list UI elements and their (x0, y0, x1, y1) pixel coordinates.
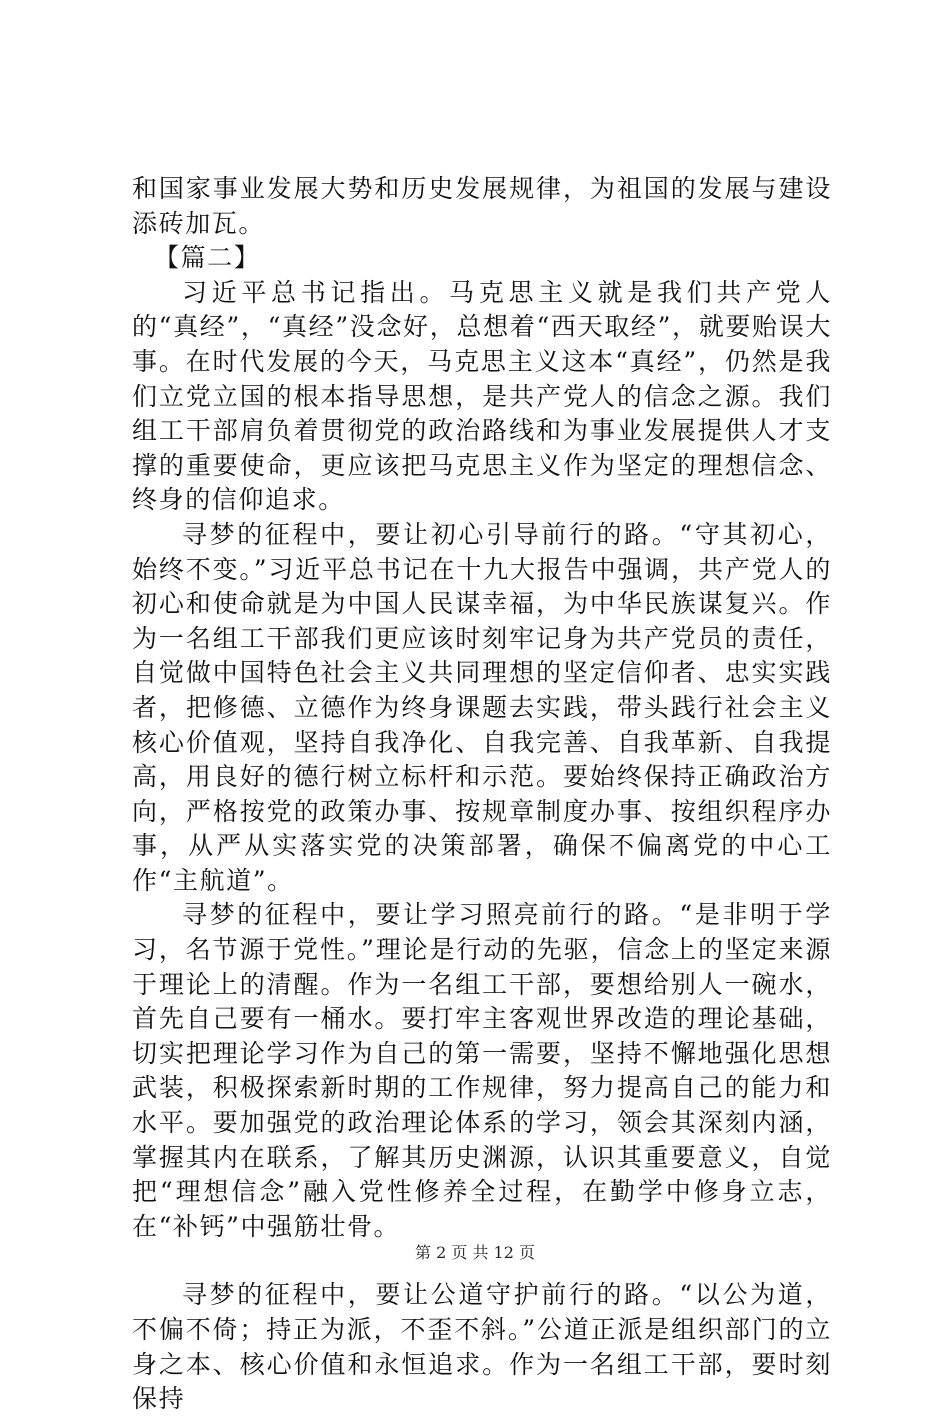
paragraph: 寻梦的征程中，要让公道守护前行的路。“以公为道，不偏不倚；持正为派，不歪不斜。”公道正派是组织部门的立身之本、核心价值和永恒追求。作为一名组工干部，要时刻保持 (132, 1280, 832, 1414)
page-footer: 第 2 页 共 12 页 (415, 1243, 535, 1262)
document-body (132, 172, 832, 1417)
paragraph: 习近平总书记指出。马克思主义就是我们共产党人的“真经”，“真经”没念好，总想着“西天取经”，就要贻误大事。在时代发展的今天，马克思主义这本“真经”，仍然是我们立党立国的根本指导思想，是共产党人的信念之源。我们组工干部肩负着贯彻党的政治路线和为事业发展提供人才支撑的重要使命，更应该把马克思主义作为坚定的理想信念、终身的信仰追求。 (132, 277, 832, 515)
paragraph: 寻梦的征程中，要让初心引导前行的路。“守其初心，始终不变。”习近平总书记在十九大报告中强调，共产党人的初心和使命就是为中国人民谋幸福，为中华民族谋复兴。作为一名组工干部我们更应该时刻牢记身为共产党员的责任，自觉做中国特色社会主义共同理想的坚定信仰者、忠实实践者，把修德、立德作为终身课题去实践，带头践行社会主义核心价值观，坚持自我净化、自我完善、自我革新、自我提高，用良好的德行树立标杆和示范。要始终保持正确政治方向，严格按党的政策办事、按规章制度办事、按组织程序办事，从严从实落实党的决策部署，确保不偏离党的中心工作“主航道”。 (132, 519, 832, 895)
paragraph-continuation: 和国家事业发展大势和历史发展规律，为祖国的发展与建设添砖加瓦。 (132, 174, 832, 238)
paragraph: 寻梦的征程中，要让学习照亮前行的路。“是非明于学习，名节源于党性。”理论是行动的先驱，信念上的坚定来源于理论上的清醒。作为一名组工干部，要想给别人一碗水，首先自己要有一桶水。要打牢主客观世界改造的理论基础，切实把理论学习作为自己的第一需要，坚持不懈地强化思想武装，积极探索新时期的工作规律，努力提高自己的能力和水平。要加强党的政治理论体系的学习，领会其深刻内涵，掌握其内在联系，了解其历史渊源，认识其重要意义，自觉把“理想信念”融入党性修养全过程，在勤学中修身立志，在“补钙”中强筋壮骨。 (132, 900, 832, 1241)
section-heading: 【篇二】 (154, 243, 261, 273)
